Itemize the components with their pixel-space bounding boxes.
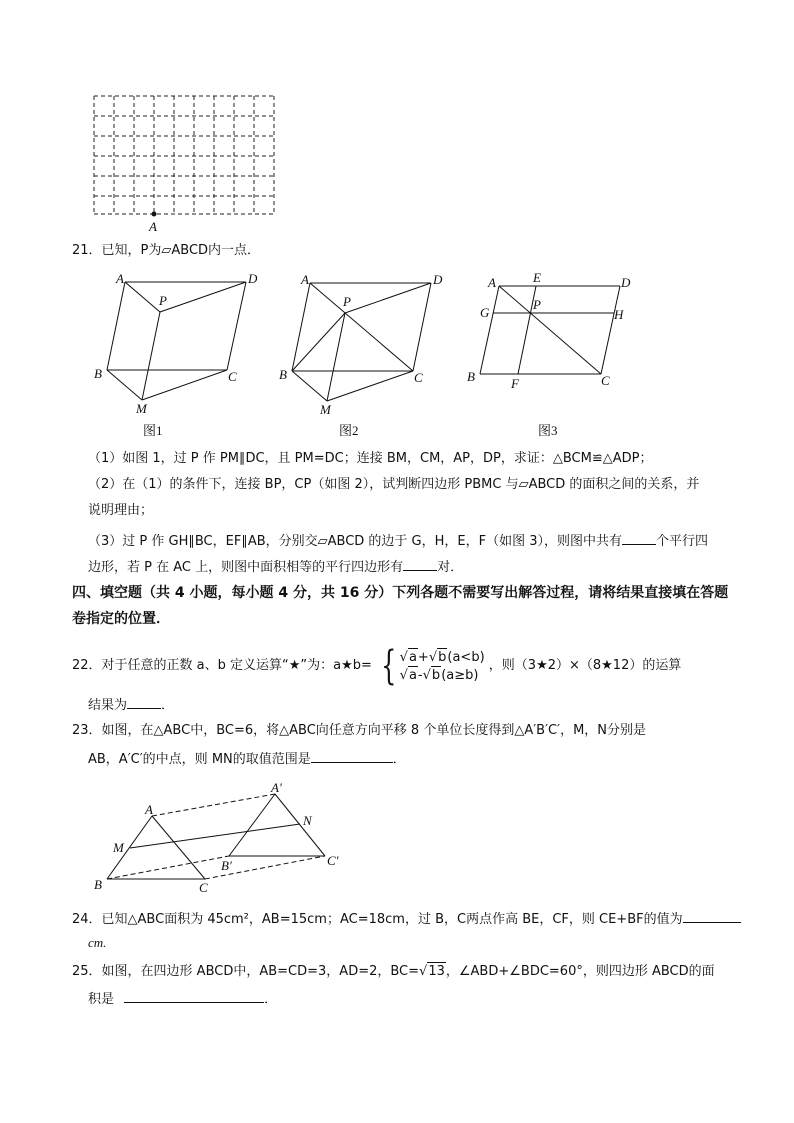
fig3-label-p: P: [533, 297, 541, 312]
q21-figure-2: [270, 265, 460, 445]
fig2-label-c: C: [414, 370, 423, 385]
fig1-label-a: A: [116, 271, 124, 286]
q23-figure: [85, 770, 365, 900]
q22-line2: 结果为 ．: [88, 694, 174, 715]
q25-text-a: 25．如图，在四边形 ABCD中，AB=CD=3，AD=2，BC=: [72, 964, 420, 979]
fig2-caption: 图2: [339, 423, 359, 438]
fig3-label-b: B: [467, 369, 475, 384]
point-a-label: A: [149, 219, 157, 234]
q22-suffix: ，则（3★2）×（8★12）的运算: [488, 658, 682, 673]
q23-answer-blank[interactable]: [311, 748, 393, 763]
q21-stem: 21．已知，P为▱ABCD内一点．: [72, 243, 261, 258]
fig3-label-h: H: [614, 307, 624, 322]
fig1-label-d: D: [248, 271, 258, 286]
fig2-label-b: B: [279, 367, 287, 382]
q23-label-c: C: [199, 880, 208, 895]
q25-sqrt: √13: [419, 964, 445, 979]
point-a: [152, 212, 157, 217]
fig2-label-p: P: [343, 294, 351, 309]
fig1-label-c: C: [228, 369, 237, 384]
fig3-label-d: D: [621, 275, 631, 290]
q25-line2-text: 积是: [88, 992, 115, 1007]
q22-cases: [400, 648, 485, 684]
q22-brace: {: [381, 642, 397, 689]
q21-part3-text-c: 边形，若 P 在 AC 上，则图中面积相等的平行四边形有: [88, 560, 404, 575]
section4-title-line2: 卷指定的位置．: [72, 611, 170, 627]
q21-part3-text-d: 对．: [437, 560, 464, 575]
fig2-label-a: A: [301, 272, 309, 287]
fig3-label-f: F: [511, 376, 519, 391]
q23-line2-text: AB，A′C′的中点，则 MN的取值范围是: [88, 752, 311, 767]
dashed-grid-figure: [88, 90, 288, 235]
fig1-caption: 图1: [143, 423, 163, 438]
q23-label-c-prime: C′: [327, 853, 339, 868]
section4-title-line1: 四、填空题（共 4 小题，每小题 4 分，共 16 分）下列各题不需要写出解答过程，请将结果直接填在答题: [72, 585, 729, 601]
q24-answer-blank[interactable]: [683, 908, 741, 923]
q25-line2: 积是 ．: [88, 988, 277, 1009]
fig3-label-c: C: [601, 373, 610, 388]
q23-line1: 23．如图，在△ABC中，BC=6，将△ABC向任意方向平移 8 个单位长度得到△A′B′C′，M，N分别是: [72, 723, 647, 738]
q21-part3-line2: [88, 556, 463, 577]
fig1-label-m: M: [136, 401, 147, 416]
q24-line2: cm.: [88, 935, 107, 950]
q23-label-n: N: [303, 813, 312, 828]
q21-part2-line1: （2）在（1）的条件下，连接 BP，CP（如图 2），试判断四边形 PBMC 与▱ABCD 的面积之间的关系，并: [88, 477, 700, 492]
fig3-label-g: G: [480, 305, 490, 320]
q25-line1: [72, 962, 715, 981]
q22-case1: √a+√b(a<b): [399, 649, 485, 665]
q23-label-a: A: [145, 802, 153, 817]
q21-figure-1: [80, 265, 280, 445]
fig3-label-e: E: [533, 270, 541, 285]
fig1-label-b: B: [94, 366, 102, 381]
q25-text-b: ，∠ABD+∠BDC=60°，则四边形 ABCD的面: [445, 964, 715, 979]
fig2-label-d: D: [433, 272, 443, 287]
q21-part3-text-b: 个平行四: [656, 534, 709, 549]
q22-line2-text: 结果为: [88, 698, 128, 713]
q21-part3-text-a: （3）过 P 作 GH∥BC，EF∥AB，分别交▱ABCD 的边于 G，H，E，F（如图 3），则图中共有: [88, 534, 623, 549]
q24-line1: [72, 908, 741, 929]
q21-answer-blank-pairs[interactable]: [403, 556, 437, 571]
q21-part1: （1）如图 1，过 P 作 PM∥DC，且 PM=DC；连接 BM，CM，AP，DP，求证：△BCM≌△ADP；: [88, 451, 653, 466]
q21-figure-3: [460, 265, 650, 445]
q23-line2: AB，A′C′的中点，则 MN的取值范围是 ．: [88, 748, 406, 769]
q22-line1: [72, 640, 681, 692]
q23-label-b-prime: B′: [221, 858, 232, 873]
q22-prefix: 22．对于任意的正数 a、b 定义运算“★”为：a★b=: [72, 658, 372, 673]
fig3-caption: 图3: [538, 423, 558, 438]
q23-label-a-prime: A′: [271, 780, 282, 795]
fig3-label-a: A: [488, 275, 496, 290]
q25-answer-blank[interactable]: [124, 988, 264, 1003]
q24-text: 24．已知△ABC面积为 45cm²，AB=15cm；AC=18cm，过 B，C两点作高 BE，CF，则 CE+BF的值为: [72, 912, 683, 927]
q23-label-m: M: [113, 840, 124, 855]
q22-answer-blank[interactable]: [127, 694, 161, 709]
q22-case2: √a-√b(a≥b): [399, 667, 479, 683]
fig1-label-p: P: [159, 293, 167, 308]
fig2-label-m: M: [320, 402, 331, 417]
q21-answer-blank-count[interactable]: [622, 530, 656, 545]
q23-label-b: B: [94, 877, 102, 892]
q21-part2-line2: 说明理由；: [88, 503, 154, 518]
q21-part3-line1: [88, 530, 708, 551]
